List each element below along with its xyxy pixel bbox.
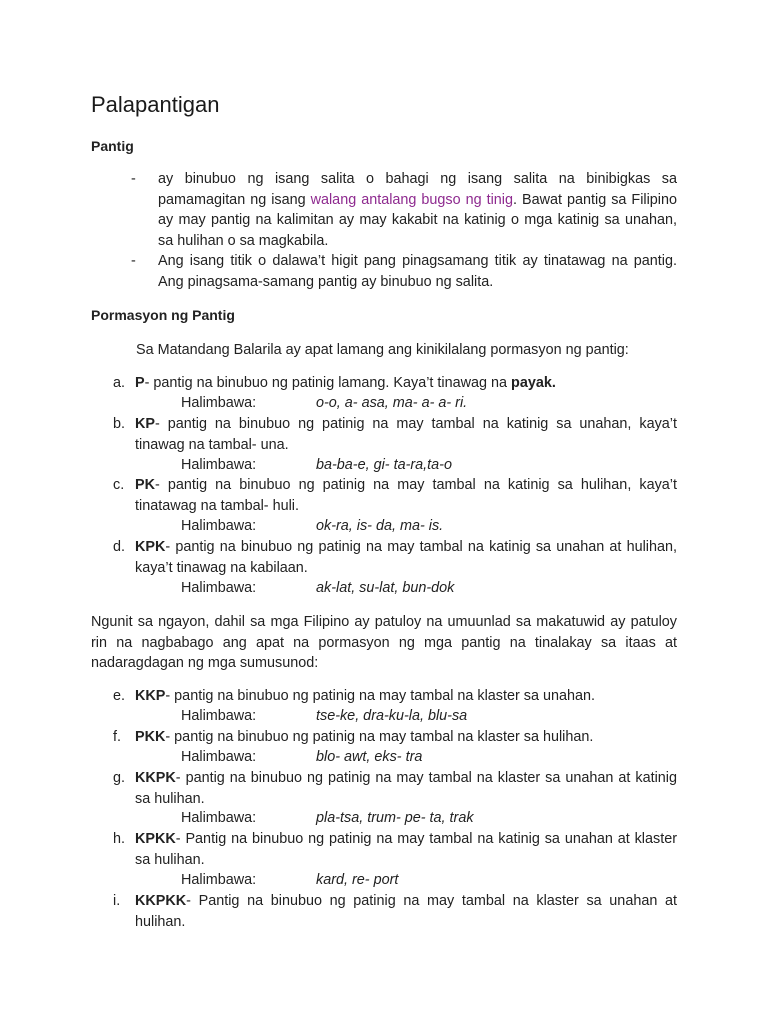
example-label: Halimbawa: <box>181 708 257 724</box>
list-item-b: KP- pantig na binubuo ng patinig na may tambal na katinig sa unahan, kaya’t tinawag na tambal- una. <box>135 416 677 453</box>
example-value: blo- awt, eks- tra <box>316 749 423 765</box>
middle-paragraph: Ngunit sa ngayon, dahil sa mga Filipino ay patuloy na umuunlad sa makatuwid ay patuloy rin na nagbabago ang apat na pormasyon ng mga pantig na tinalakay sa itaas at nadaragdagan ng mga sumusunod: <box>91 614 677 672</box>
example-value: ba-ba-e, gi- ta-ra,ta-o <box>316 457 452 473</box>
example-label: Halimbawa: <box>181 810 257 826</box>
list-marker: b. <box>113 416 126 432</box>
heading-pantig: Pantig <box>91 138 134 154</box>
list-item-c: PK- pantig na binubuo ng patinig na may tambal na katinig sa hulihan, kaya’t tinatawag na tambal- huli. <box>135 477 677 514</box>
highlight-phrase: walang antalang bugso ng tinig <box>310 191 514 208</box>
example-label: Halimbawa: <box>181 457 257 473</box>
example-value: ok-ra, is- da, ma- is. <box>316 518 444 534</box>
example-label: Halimbawa: <box>181 749 257 765</box>
bullet-text-2: Ang isang titik o dalawa’t higit pang pinagsamang titik ay tinatawag na pantig. Ang pinagsama-samang pantig ay binubuo ng salita. <box>158 253 677 290</box>
list-item-g: KKPK- pantig na binubuo ng patinig na may tambal na klaster sa unahan at katinig sa hulihan. <box>135 770 677 807</box>
list-marker: g. <box>113 770 126 786</box>
intro-paragraph: Sa Matandang Balarila ay apat lamang ang kinikilalang pormasyon ng pantig: <box>136 342 629 358</box>
example-value: tse-ke, dra-ku-la, blu-sa <box>316 708 468 724</box>
example-value: pla-tsa, trum- pe- ta, trak <box>316 810 474 826</box>
example-value: ak-lat, su-lat, bun-dok <box>316 580 455 596</box>
bullet-text-1: ay binubuo ng isang salita o bahagi ng isang salita na binibigkas sa pamamagitan ng isang walang antalang bugso ng tinig. Bawat pantig sa Filipino ay may pantig na kalimitan ay may kakabit na katinig o mga katinig sa unahan, sa hulihan o sa magkabila. <box>158 171 677 249</box>
list-item-i: KKPKK- Pantig na binubuo ng patinig na may tambal na klaster sa unahan at hulihan. <box>135 893 677 930</box>
page-title: Palapantigan <box>91 92 220 117</box>
example-label: Halimbawa: <box>181 580 257 596</box>
list-marker: h. <box>113 831 126 847</box>
example-label: Halimbawa: <box>181 395 257 411</box>
list-marker: d. <box>113 539 126 555</box>
example-label: Halimbawa: <box>181 872 257 888</box>
example-label: Halimbawa: <box>181 518 257 534</box>
heading-pormasyon: Pormasyon ng Pantig <box>91 307 235 323</box>
list-marker: i. <box>113 893 121 909</box>
list-marker: f. <box>113 729 121 745</box>
bullet-dash: - <box>131 171 136 187</box>
list-marker: c. <box>113 477 125 493</box>
bullet-dash: - <box>131 253 136 269</box>
list-marker: a. <box>113 375 126 391</box>
list-item-e: KKP- pantig na binubuo ng patinig na may tambal na klaster sa unahan. <box>135 688 596 704</box>
list-item-h: KPKK- Pantig na binubuo ng patinig na may tambal na katinig sa unahan at klaster sa hulihan. <box>135 831 677 868</box>
list-item-a: P- pantig na binubuo ng patinig lamang. Kaya’t tinawag na payak. <box>135 375 556 391</box>
list-item-d: KPK- pantig na binubuo ng patinig na may tambal na katinig sa unahan at hulihan, kaya’t tinawag na kabilaan. <box>135 539 677 576</box>
example-value: o-o, a- asa, ma- a- a- ri. <box>316 395 468 411</box>
example-value: kard, re- port <box>316 872 399 888</box>
list-item-f: PKK- pantig na binubuo ng patinig na may tambal na klaster sa hulihan. <box>135 729 594 745</box>
list-marker: e. <box>113 688 126 704</box>
